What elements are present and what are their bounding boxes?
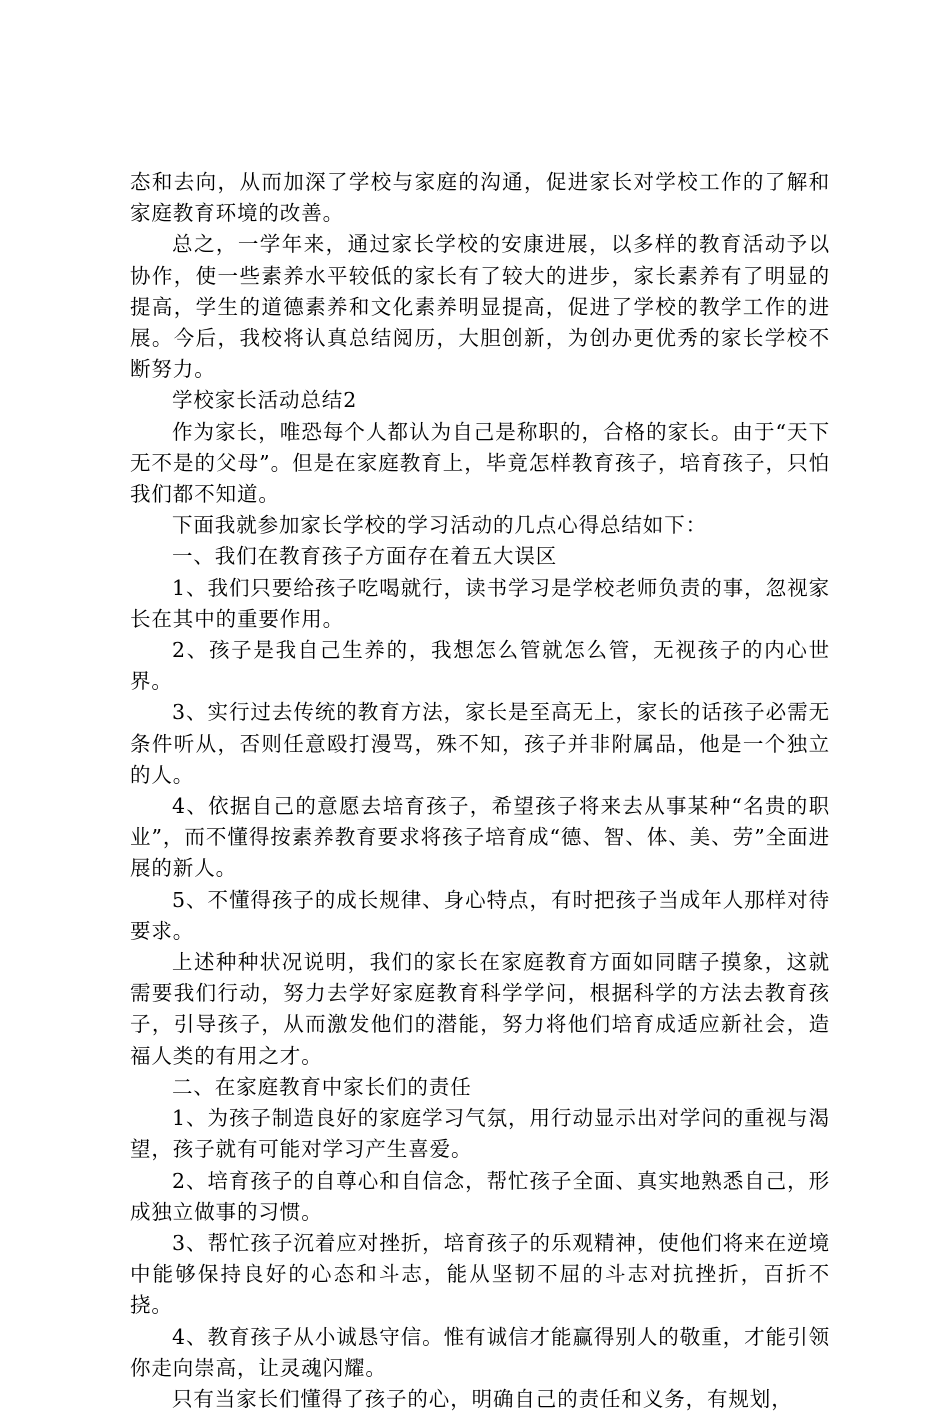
list-item-responsibility-2: 2、培育孩子的自尊心和自信念，帮忙孩子全面、真实地熟悉自己，形成独立做事的习惯。 (130, 1168, 830, 1224)
paragraph-summary: 总之，一学年来，通过家长学校的安康进展，以多样的教育活动予以协作，使一些素养水平较低的家长有了较大的进步，家长素养有了明显的提高，学生的道德素养和文化素养明显提高，促进了学校的教学工作的进展。今后，我校将认真总结阅历，大胆创新，为创办更优秀的家长学校不断努力。 (130, 232, 830, 382)
paragraph-conclusion-misconceptions: 上述种种状况说明，我们的家长在家庭教育方面如同瞎子摸象，这就需要我们行动，努力去学好家庭教育科学学问，根据科学的方法去教育孩子，引导孩子，从而激发他们的潜能，努力将他们培育成适应新社会，造福人类的有用之才。 (130, 950, 830, 1068)
list-item-misconception-5: 5、不懂得孩子的成长规律、身心特点，有时把孩子当成年人那样对待要求。 (130, 887, 830, 943)
subheading-responsibilities: 二、在家庭教育中家长们的责任 (172, 1074, 472, 1099)
list-item-misconception-1: 1、我们只要给孩子吃喝就行，读书学习是学校老师负责的事，忽视家长在其中的重要作用。 (130, 575, 830, 631)
section-title: 学校家长活动总结2 (172, 388, 358, 413)
list-item-responsibility-3: 3、帮忙孩子沉着应对挫折，培育孩子的乐观精神，使他们将来在逆境中能够保持良好的心态和斗志，能从坚韧不屈的斗志对抗挫折，百折不挠。 (130, 1230, 830, 1318)
list-item-misconception-2: 2、孩子是我自己生养的，我想怎么管就怎么管，无视孩子的内心世界。 (130, 638, 830, 694)
paragraph-intro: 作为家长，唯恐每个人都认为自己是称职的，合格的家长。由于“天下无不是的父母”。但是在家庭教育上，毕竟怎样教育孩子，培育孩子，只怕我们都不知道。 (130, 419, 830, 507)
subheading-misconceptions: 一、我们在教育孩子方面存在着五大误区 (172, 544, 558, 569)
list-item-responsibility-1: 1、为孩子制造良好的家庭学习气氛，用行动显示出对学问的重视与渴望，孩子就有可能对学习产生喜爱。 (130, 1106, 830, 1162)
paragraph-lead: 下面我就参加家长学校的学习活动的几点心得总结如下： (172, 513, 707, 538)
paragraph-continuation: 态和去向，从而加深了学校与家庭的沟通，促进家长对学校工作的了解和家庭教育环境的改善。 (130, 170, 830, 226)
list-item-misconception-3: 3、实行过去传统的教育方法，家长是至高无上，家长的话孩子必需无条件听从，否则任意殴打漫骂，殊不知，孩子并非附属品，他是一个独立的人。 (130, 700, 830, 787)
document-body (130, 167, 830, 1415)
paragraph-closing: 只有当家长们懂得了孩子的心，明确自己的责任和义务，有规划， (172, 1386, 793, 1411)
list-item-misconception-4: 4、依据自己的意愿去培育孩子，希望孩子将来去从事某种“名贵的职业”，而不懂得按素养教育要求将孩子培育成“德、智、体、美、劳”全面进展的新人。 (130, 794, 830, 881)
list-item-responsibility-4: 4、教育孩子从小诚恳守信。惟有诚信才能赢得别人的敬重，才能引领你走向崇高，让灵魂闪耀。 (130, 1324, 830, 1380)
